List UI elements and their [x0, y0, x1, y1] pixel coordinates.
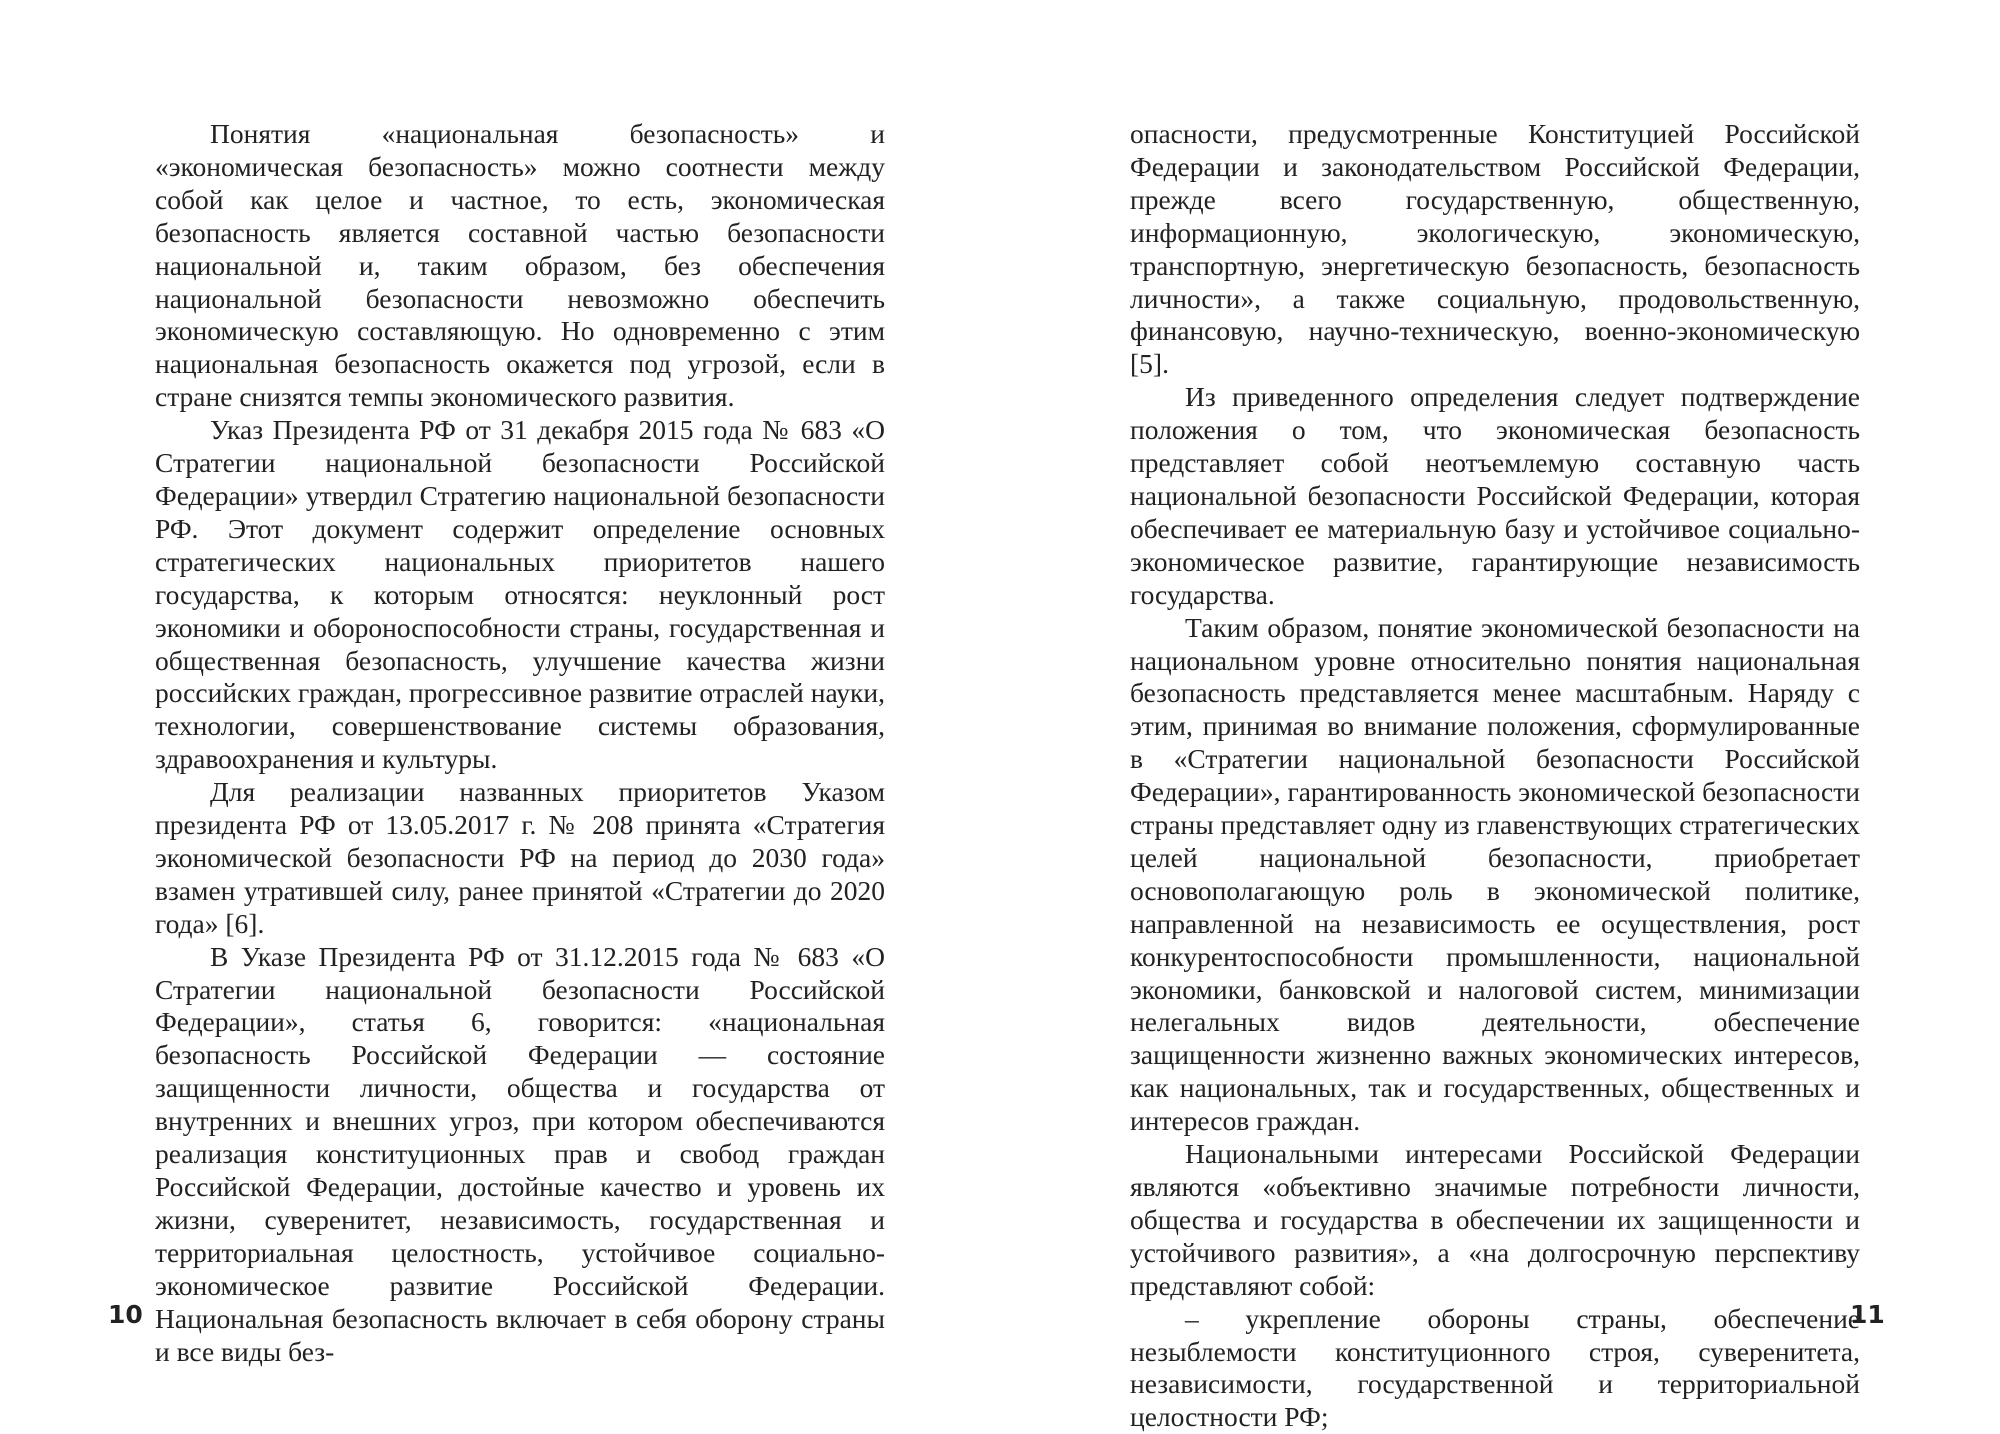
- page-number: 10: [108, 1300, 143, 1329]
- left-page-text: [155, 118, 885, 1368]
- list-item: – укрепление обороны страны, обеспечение незыблемости конституционного строя, суверенитета, независимости, государственной и территориальной целостности РФ;: [1130, 1302, 1860, 1433]
- right-page-text: [1130, 118, 1860, 1434]
- paragraph-continuation: опасности, предусмотренные Конституцией Российской Федерации и законодательством Российской Федерации, прежде всего государственную, общественную, информационную, экологическую, экономическую, транспортную, энергетическую безопасность, безопасность личности», а также социальную, продовольственную, финансовую, научно-техническую, военно-экономическую [5].: [1130, 118, 1860, 380]
- paragraph: В Указе Президента РФ от 31.12.2015 года № 683 «О Стратегии национальной безопасности Российской Федерации», статья 6, говорится: «национальная безопасность Российской Федерации — состояние защищенности личности, общества и государства от внутренних и внешних угроз, при котором обеспечиваются реализация конституционных прав и свобод граждан Российской Федерации, достойные качество и уровень их жизни, суверенитет, независимость, государственная и территориальная целостность, устойчивое социально-экономическое развитие Российской Федерации. Национальная безопасность включает в себя оборону страны и все виды без-: [155, 940, 885, 1367]
- page-number: 11: [1850, 1300, 1885, 1329]
- right-page: [1000, 0, 2000, 1434]
- paragraph: Таким образом, понятие экономической безопасности на национальном уровне относительно понятия национальная безопасность представляется менее масштабным. Наряду с этим, принимая во внимание положения, сформулированные в «Стратегии национальной безопасности Российской Федерации», гарантированность экономической безопасности страны представляет одну из главенствующих стратегических целей национальной безопасности, приобретает основополагающую роль в экономической политике, направленной на независимость ее осуществления, рост конкурентоспособности промышленности, национальной экономики, банковской и налоговой систем, минимизации нелегальных видов деятельности, обеспечение защищенности жизненно важных экономических интересов, как национальных, так и государственных, общественных и интересов граждан.: [1130, 611, 1860, 1137]
- paragraph: Понятия «национальная безопасность» и «экономическая безопасность» можно соотнести между собой как целое и частное, то есть, экономическая безопасность является составной частью безопасности национальной и, таким образом, без обеспечения национальной безопасности невозможно обеспечить экономическую составляющую. Но одновременно с этим национальная безопасность окажется под угрозой, если в стране снизятся темпы экономического развития.: [155, 118, 885, 413]
- paragraph: Национальными интересами Российской Федерации являются «объективно значимые потребности личности, общества и государства в обеспечении их защищенности и устойчивого развития», а «на долгосрочную перспективу представляют собой:: [1130, 1138, 1860, 1301]
- paragraph: Из приведенного определения следует подтверждение положения о том, что экономическая безопасность представляет собой неотъемлемую составную часть национальной безопасности Российской Федерации, которая обеспечивает ее материальную базу и устойчивое социально-экономическое развитие, гарантирующие независимость государства.: [1130, 381, 1860, 610]
- paragraph: Для реализации названных приоритетов Указом президента РФ от 13.05.2017 г. № 208 принята «Стратегия экономической безопасности РФ на период до 2030 года» взамен утратившей силу, ранее принятой «Стратегии до 2020 года» [6].: [155, 776, 885, 939]
- paragraph: Указ Президента РФ от 31 декабря 2015 года № 683 «О Стратегии национальной безопасности Российской Федерации» утвердил Стратегию национальной безопасности РФ. Этот документ содержит определение основных стратегических национальных приоритетов нашего государства, к которым относятся: неуклонный рост экономики и обороноспособности страны, государственная и общественная безопасность, улучшение качества жизни российских граждан, прогрессивное развитие отраслей науки, технологии, совершенствование системы образования, здравоохранения и культуры.: [155, 414, 885, 775]
